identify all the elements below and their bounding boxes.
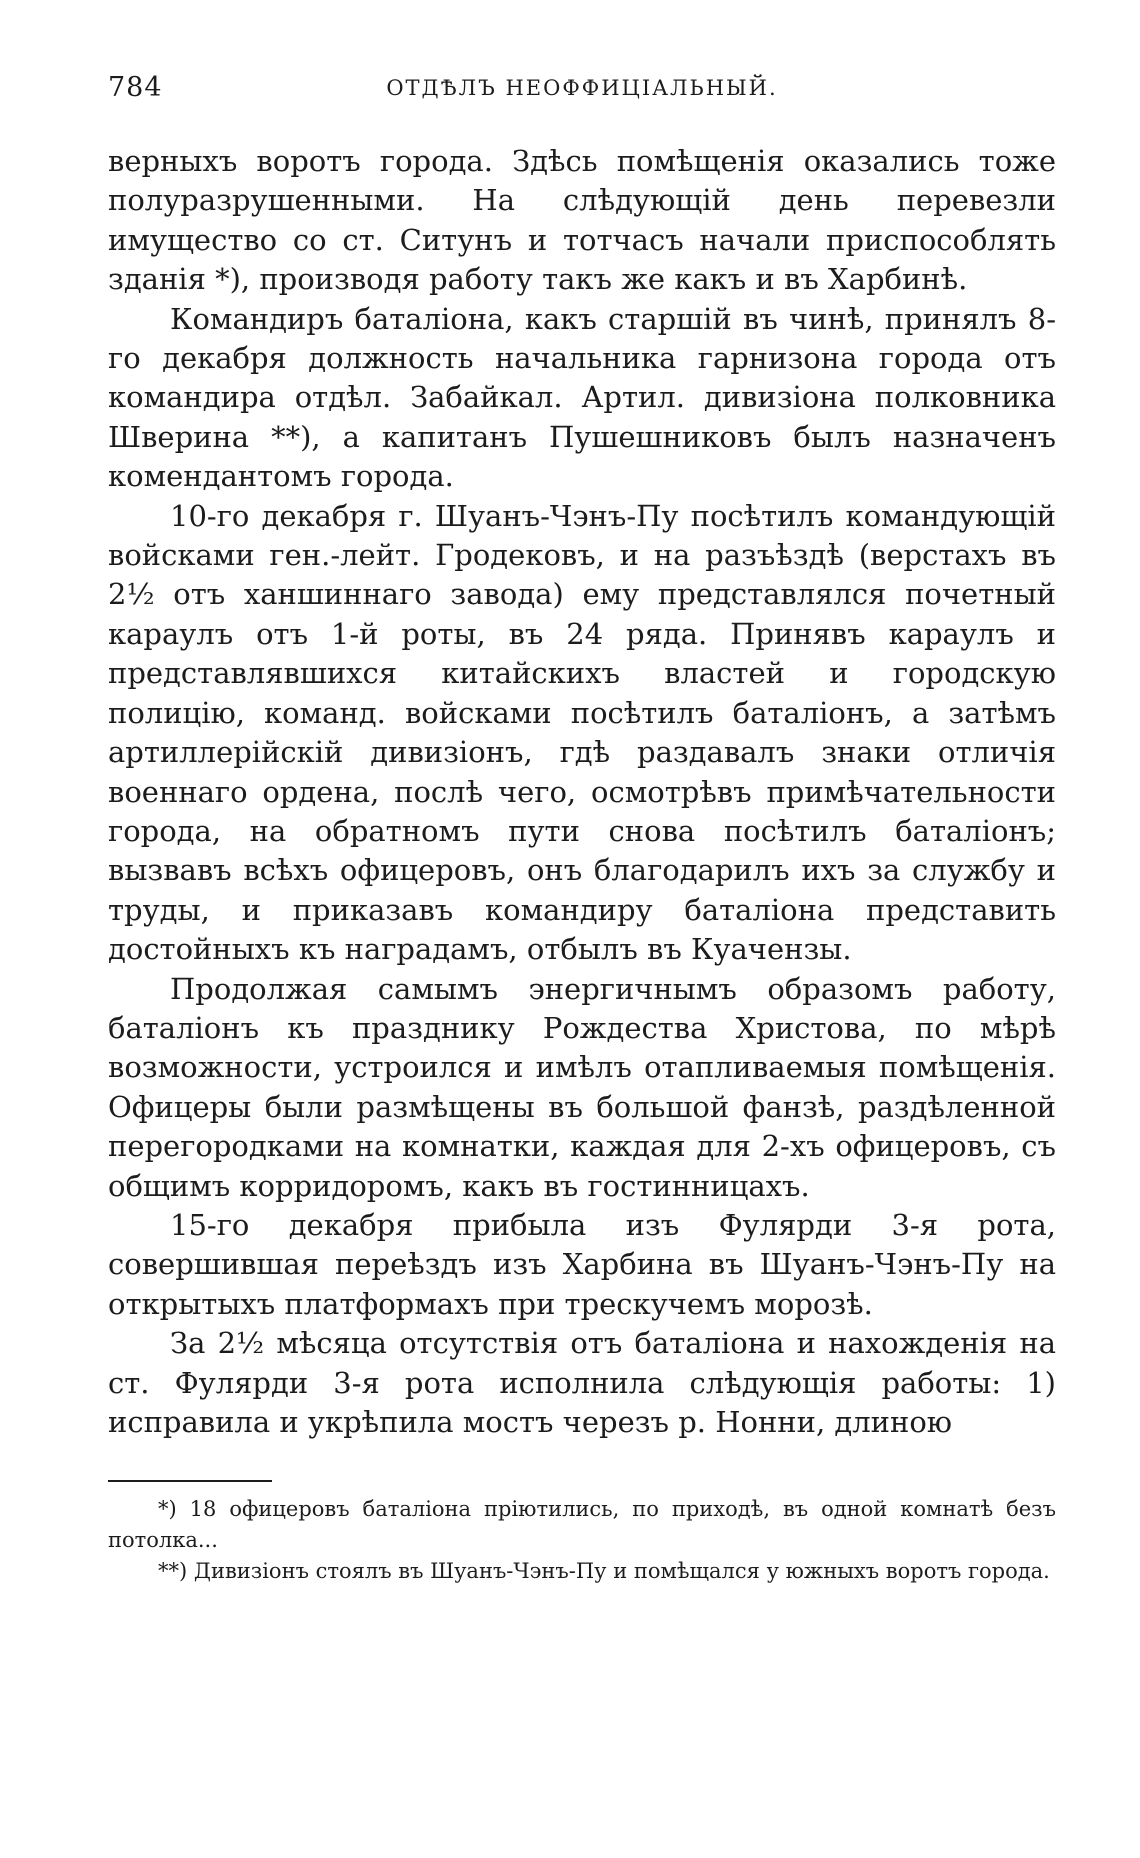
footnotes xyxy=(108,1494,1056,1587)
running-title: ОТДѢЛЪ НЕОФФИЦІАЛЬНЫЙ. xyxy=(386,76,778,100)
footnote: *) 18 офицеровъ баталіона пріютились, по приходѣ, въ одной комнатѣ безъ потолка... xyxy=(108,1497,1056,1553)
page-number: 784 xyxy=(108,72,163,103)
book-page xyxy=(108,72,1056,1587)
footnote-divider xyxy=(108,1480,272,1482)
paragraph: 10-го декабря г. Шуанъ-Чэнъ-Пу посѣтилъ командующій войсками ген.-лейт. Гродековъ, и на разъѣздѣ (верстахъ въ 2½ отъ ханшиннаго завода) ему представлялся почетный караулъ отъ 1-й роты, въ 24 ряда. Принявъ караулъ и представлявшихся китайскихъ властей и городскую полицію, команд. войсками посѣтилъ баталіонъ, а затѣмъ артиллерійскій дивизіонъ, гдѣ раздавалъ знаки отличія военнаго ордена, послѣ чего, осмотрѣвъ примѣчательности города, на обратномъ пути снова посѣтилъ баталіонъ; вызвавъ всѣхъ офицеровъ, онъ благодарилъ ихъ за службу и труды, и приказавъ командиру баталіона представить достойныхъ къ наградамъ, отбылъ въ Куачензы. xyxy=(108,498,1056,967)
paragraph: Командиръ баталіона, какъ старшій въ чинѣ, принялъ 8-го декабря должность начальника гарнизона города отъ командира отдѣл. Забайкал. Артил. дивизіона полковника Шверина **), а капитанъ Пушешниковъ былъ назначенъ комендантомъ города. xyxy=(108,301,1056,494)
page-header xyxy=(108,72,1056,112)
main-text xyxy=(108,142,1056,1442)
paragraph: Продолжая самымъ энергичнымъ образомъ работу, баталіонъ къ празднику Рождества Христова, по мѣрѣ возможности, устроился и имѣлъ отапливаемыя помѣщенія. Офицеры были размѣщены въ большой фанзѣ, раздѣленной перегородками на комнатки, каждая для 2-хъ офицеровъ, съ общимъ корридоромъ, какъ въ гостинницахъ. xyxy=(108,971,1056,1203)
paragraph: За 2½ мѣсяца отсутствія отъ баталіона и нахожденія на ст. Фулярди 3-я рота исполнила слѣдующія работы: 1) исправила и укрѣпила мостъ черезъ р. Нонни, длиною xyxy=(108,1326,1056,1439)
paragraph: 15-го декабря прибыла изъ Фулярди 3-я рота, совершившая переѣздъ изъ Харбина въ Шуанъ-Чэнъ-Пу на открытыхъ платформахъ при трескучемъ морозѣ. xyxy=(108,1207,1056,1321)
footnote: **) Дивизіонъ стоялъ въ Шуанъ-Чэнъ-Пу и помѣщался у южныхъ воротъ города. xyxy=(158,1559,1050,1584)
paragraph-continued: верныхъ воротъ города. Здѣсь помѣщенія оказались тоже полуразрушенными. На слѣдующій день перевезли имущество со ст. Ситунъ и тотчасъ начали приспособлять зданія *), производя работу такъ же какъ и въ Харбинѣ. xyxy=(108,144,1056,297)
